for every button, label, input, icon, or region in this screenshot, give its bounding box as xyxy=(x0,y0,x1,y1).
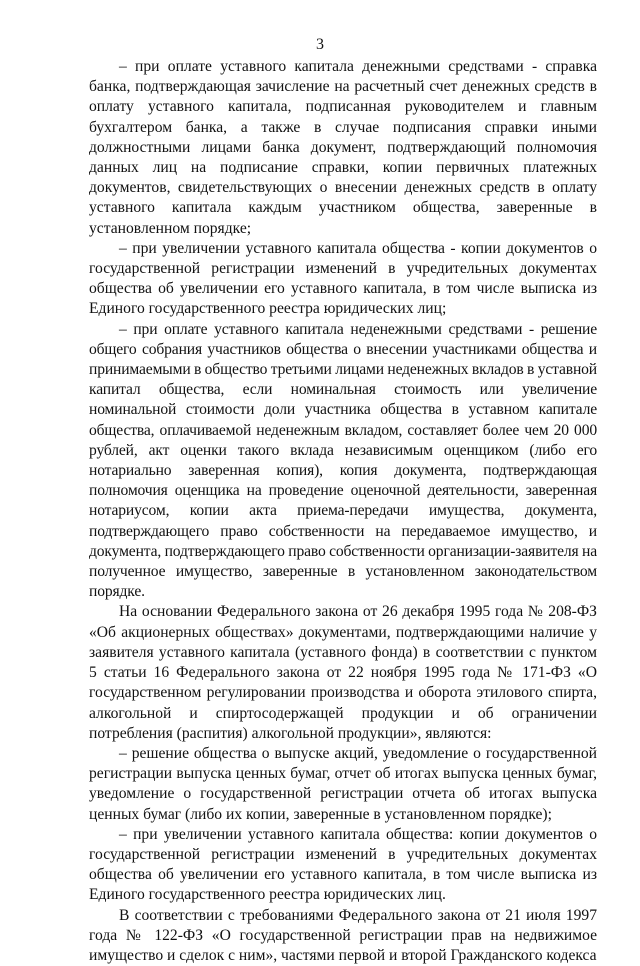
document-body xyxy=(89,57,597,966)
paragraph-real-estate-law: В соответствии с требованиями Федерального закона от 21 июля 1997 года № 122-ФЗ «О государственной регистрации прав на недвижимое имущество и сделок с ним», частями первой и второй Гражданского кодекса xyxy=(89,906,597,964)
paragraph-non-cash-payment: – при оплате уставного капитала неденежными средствами - решение общего собрания участников общества о внесении участниками общества и принимаемыми в общество третьими лицами неденежных вкладов в уставной капитал общества, если номинальная стоимость или увеличение номинальной стоимости доли участника общества в уставном капитале общества, оплачиваемой неденежным вкладом, составляет более чем 20 000 рублей, акт оценки такого вклада независимым оценщиком (либо его нотариально заверенная копия), копия документа, подтверждающая полномочия оценщика на проведение оценочной деятельности, заверенная нотариусом, копии акта приема-передачи имущества, документа, подтверждающего право собственности на передаваемое имущество, и документа, подтверждающего право собственности организации-заявителя на полученное имущество, заверенные в установленном законодательством порядке. xyxy=(89,320,597,601)
paragraph-cash-payment: – при оплате уставного капитала денежными средствами - справка банка, подтверждающая зачисление на расчетный счет денежных средств в оплату уставного капитала, подписанная руководителем и главным бухгалтером банка, а также в случае подписания справки иными должностными лицами банка документ, подтверждающий полномочия данных лиц на подписание справки, копии первичных платежных документов, свидетельствующих о внесении денежных средств в оплату уставного капитала каждым участником общества, заверенные в установленном порядке; xyxy=(89,58,597,237)
paragraph-share-issue: – решение общества о выпуске акций, уведомление о государственной регистрации выпуска ценных бумаг, отчет об итогах выпуска ценных бумаг, уведомление о государственной регистрации отчета об итогах выпуска ценных бумаг (либо их копии, заверенные в установленном порядке); xyxy=(89,744,597,823)
paragraph-capital-increase: – при увеличении уставного капитала общества - копии документов о государственной регистрации изменений в учредительных документах общества об увеличении его уставного капитала, в том числе выписка из Единого государственного реестра юридических лиц; xyxy=(89,239,597,318)
paragraph-joint-stock-basis: На основании Федерального закона от 26 декабря 1995 года № 208-ФЗ «Об акционерных обществах» документами, подтверждающими наличие у заявителя уставного капитала (уставного фонда) в соответствии с пунктом 5 статьи 16 Федерального закона от 22 ноября 1995 года № 171-ФЗ «О государственном регулировании производства и оборота этилового спирта, алкогольной и спиртосодержащей продукции и об ограничении потребления (распития) алкогольной продукции», являются: xyxy=(89,603,597,742)
paragraph-capital-increase-jsc: – при увеличении уставного капитала общества: копии документов о государственной регистрации изменений в учредительных документах общества об увеличении его уставного капитала, в том числе выписка из Единого государственного реестра юридических лиц. xyxy=(89,825,597,904)
page-number: 3 xyxy=(316,36,324,53)
